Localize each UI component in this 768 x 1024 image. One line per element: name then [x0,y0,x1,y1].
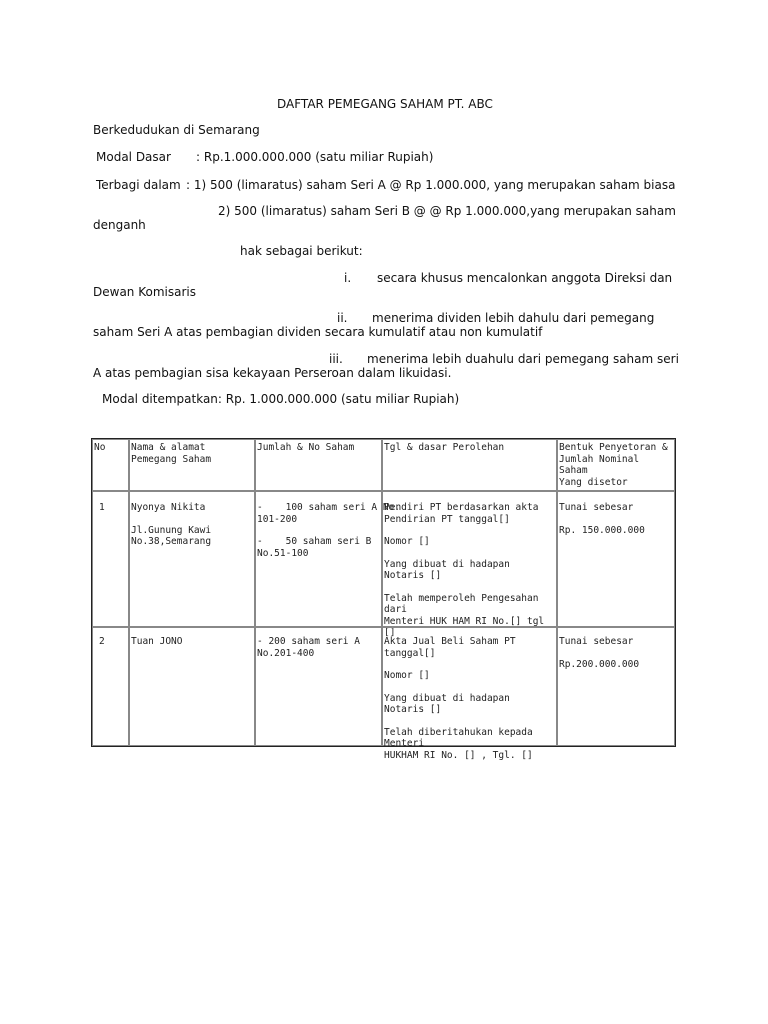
right-2-number: ii. [337,311,348,325]
right-3-number: iii. [329,352,343,366]
terbagi-label: Terbagi dalam [96,178,181,192]
row-2-no: 2 [92,627,129,746]
row-2-bentuk: Tunai sebesar Rp.200.000.000 [557,627,675,746]
document-title: DAFTAR PEMEGANG SAHAM PT. ABC [277,97,493,111]
row-2-nama: Tuan JONO [129,627,255,746]
row-1-bentuk: Tunai sebesar Rp. 150.000.000 [557,491,675,627]
right-1-number: i. [344,271,352,285]
terbagi-line3: hak sebagai berikut: [240,244,363,258]
row-1-tgl: Pendiri PT berdasarkan akta Pendirian PT tanggal[] Nomor [] Yang dibuat di hadapan Notaris [] Telah memperoleh Pengesahan dari Menteri HUK HAM RI No.[] tgl [] [382,491,557,627]
right-1-line2: Dewan Komisaris [93,285,196,299]
domicile-text: Berkedudukan di Semarang [93,123,260,137]
modal-dasar-value: : Rp.1.000.000.000 (satu miliar Rupiah) [196,150,434,164]
row-2-tgl: Akta Jual Beli Saham PT tanggal[] Nomor [] Yang dibuat di hadapan Notaris [] Telah diberitahukan kepada Menteri HUKHAM RI No. [] , Tgl. [] [382,627,557,746]
row-1-no: 1 [92,491,129,627]
terbagi-line1: : 1) 500 (limaratus) saham Seri A @ Rp 1.000.000, yang merupakan saham biasa [186,178,676,192]
row-2-jumlah: - 200 saham seri A No.201-400 [255,627,382,746]
header-tgl: Tgl & dasar Perolehan [382,439,557,491]
header-jumlah: Jumlah & No Saham [255,439,382,491]
right-2-line2: saham Seri A atas pembagian dividen secara kumulatif atau non kumulatif [93,325,543,339]
terbagi-line2-wrap: denganh [93,218,146,232]
terbagi-line2: 2) 500 (limaratus) saham Seri B @ @ Rp 1.000.000,yang merupakan saham [218,204,676,218]
right-3-line2: A atas pembagian sisa kekayaan Perseroan dalam likuidasi. [93,366,452,380]
right-1-line1: secara khusus mencalonkan anggota Direksi dan [377,271,673,285]
modal-ditempatkan-text: Modal ditempatkan: Rp. 1.000.000.000 (satu miliar Rupiah) [102,392,460,406]
right-2-line1: menerima dividen lebih dahulu dari pemegang [372,311,655,325]
row-1-jumlah: - 100 saham seri A No. 101-200 - 50 saham seri B No.51-100 [255,491,382,627]
shareholder-table [91,438,676,761]
modal-dasar-label: Modal Dasar [96,150,171,164]
row-1-nama: Nyonya Nikita Jl.Gunung Kawi No.38,Semarang [129,491,255,627]
header-bentuk: Bentuk Penyetoran & Jumlah Nominal Saham Yang disetor [557,439,675,491]
header-nama: Nama & alamat Pemegang Saham [129,439,255,491]
right-3-line1: menerima lebih duahulu dari pemegang saham seri [367,352,679,366]
header-no: No [92,439,129,491]
